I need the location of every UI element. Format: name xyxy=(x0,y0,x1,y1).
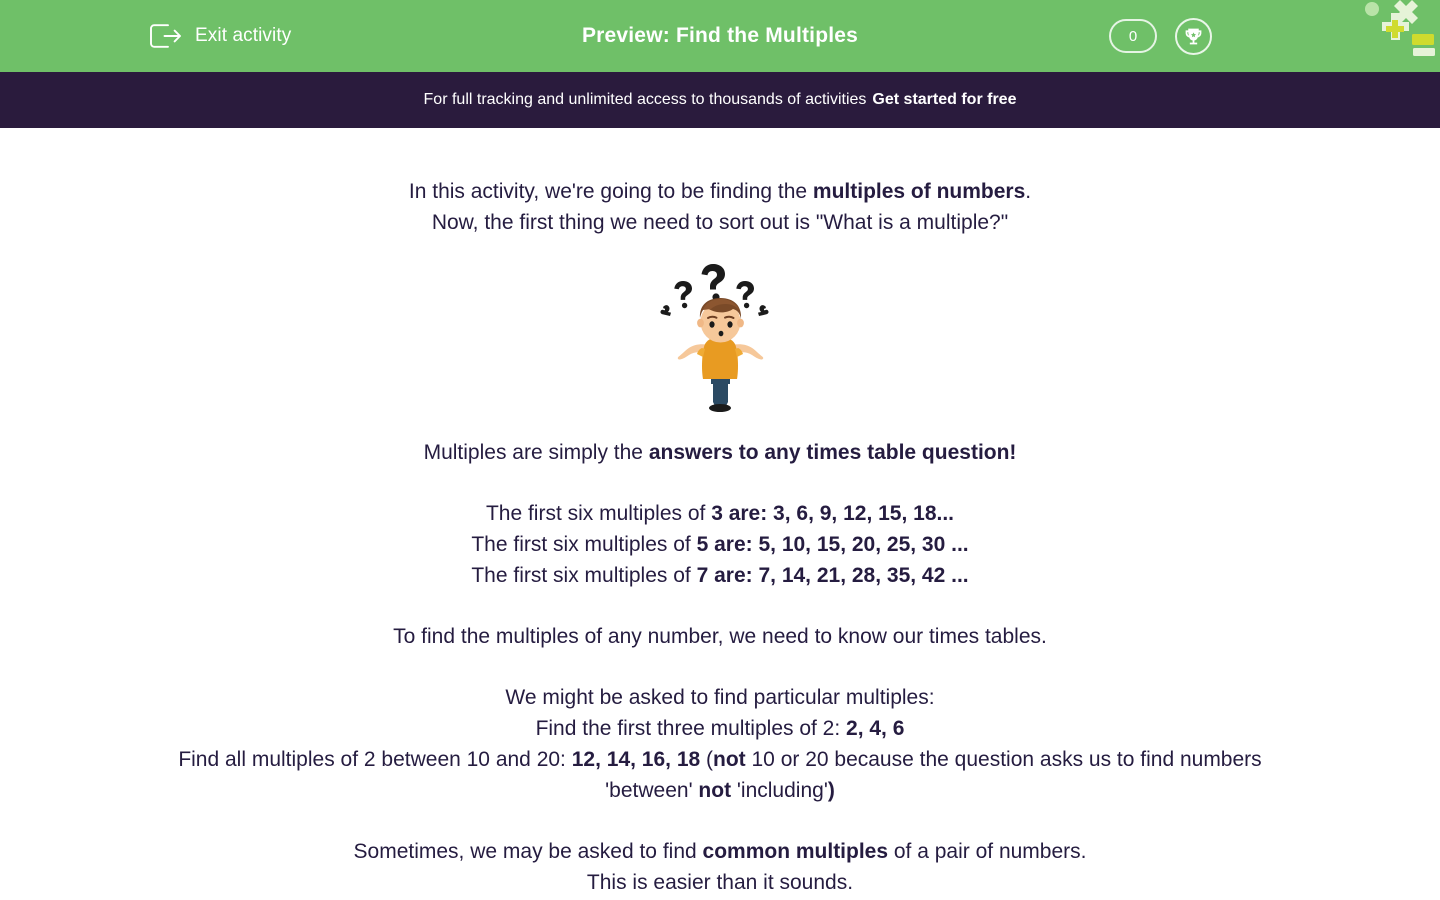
score-value: 0 xyxy=(1128,27,1138,45)
spacer xyxy=(0,652,1440,682)
example-row-2 xyxy=(0,560,1440,591)
example-prefix: The first six multiples of xyxy=(471,564,697,587)
activity-content xyxy=(0,128,1440,898)
common-bold: common multiples xyxy=(702,840,889,863)
intro-line-1-part-a: In this activity, we're going to be finding the xyxy=(408,180,813,203)
exit-activity-label: Exit activity xyxy=(195,25,292,46)
intro-line-1 xyxy=(0,176,1440,207)
intro-line-1-part-c: . xyxy=(1025,180,1032,203)
trophy-icon xyxy=(1183,26,1204,47)
between-text-g: 'including' xyxy=(731,779,828,802)
intro-line-1-bold: multiples of numbers xyxy=(812,180,1026,203)
definition-line xyxy=(0,437,1440,468)
common-multiples-line-2: This is easier than it sounds. xyxy=(586,871,854,894)
example-row-0 xyxy=(0,498,1440,529)
confused-boy-illustration xyxy=(0,258,1440,413)
get-started-link[interactable]: Get started for free xyxy=(872,91,1017,108)
promo-banner-text: For full tracking and unlimited access to thousands of activities xyxy=(423,91,867,108)
example-values: 3 are: 3, 6, 9, 12, 15, 18... xyxy=(711,502,955,525)
example-values: 7 are: 7, 14, 21, 28, 35, 42 ... xyxy=(696,564,969,587)
particular-multiples-intro: We might be asked to find particular multiples: xyxy=(505,686,935,709)
header-right-controls xyxy=(1109,0,1440,72)
example-row-1 xyxy=(0,529,1440,560)
common-text-c: of a pair of numbers. xyxy=(888,840,1087,863)
between-answer: 12, 14, 16, 18 xyxy=(571,748,701,771)
page-title: Preview: Find the Multiples xyxy=(581,24,859,47)
example-prefix: The first six multiples of xyxy=(471,533,697,556)
question-1-text: Find the first three multiples of 2: xyxy=(535,717,847,740)
intro-line-2: Now, the first thing we need to sort out is "What is a multiple?" xyxy=(431,211,1009,234)
example-prefix: The first six multiples of xyxy=(485,502,712,525)
between-text-c: ( xyxy=(700,748,714,771)
spacer xyxy=(0,468,1440,498)
between-text-a: Find all multiples of 2 between 10 and 20: xyxy=(178,748,572,771)
common-text-a: Sometimes, we may be asked to find xyxy=(353,840,703,863)
trophy-button[interactable] xyxy=(1175,18,1212,55)
between-text-e: 10 or 20 because the question asks us to find numbers 'between' xyxy=(605,748,1262,802)
exit-activity-button[interactable] xyxy=(148,23,291,49)
between-multiples-question xyxy=(140,744,1300,806)
score-badge[interactable] xyxy=(1109,19,1157,53)
times-tables-line: To find the multiples of any number, we need to know our times tables. xyxy=(393,625,1047,648)
common-multiples-line xyxy=(0,836,1440,867)
confused-boy-with-question-marks-icon xyxy=(653,258,788,413)
between-bold-not-2: not xyxy=(698,779,732,802)
question-1-answer: 2, 4, 6 xyxy=(846,717,905,740)
between-bold-not-1: not xyxy=(713,748,746,771)
definition-part-a: Multiples are simply the xyxy=(423,441,649,464)
spacer xyxy=(0,591,1440,621)
spacer xyxy=(0,806,1440,836)
between-close-paren: ) xyxy=(827,779,835,802)
particular-multiples-question-1 xyxy=(0,713,1440,744)
promo-banner[interactable] xyxy=(0,72,1440,128)
definition-bold: answers to any times table question! xyxy=(648,441,1017,464)
exit-door-arrow-icon xyxy=(148,23,182,49)
example-values: 5 are: 5, 10, 15, 20, 25, 30 ... xyxy=(696,533,969,556)
app-header xyxy=(0,0,1440,72)
